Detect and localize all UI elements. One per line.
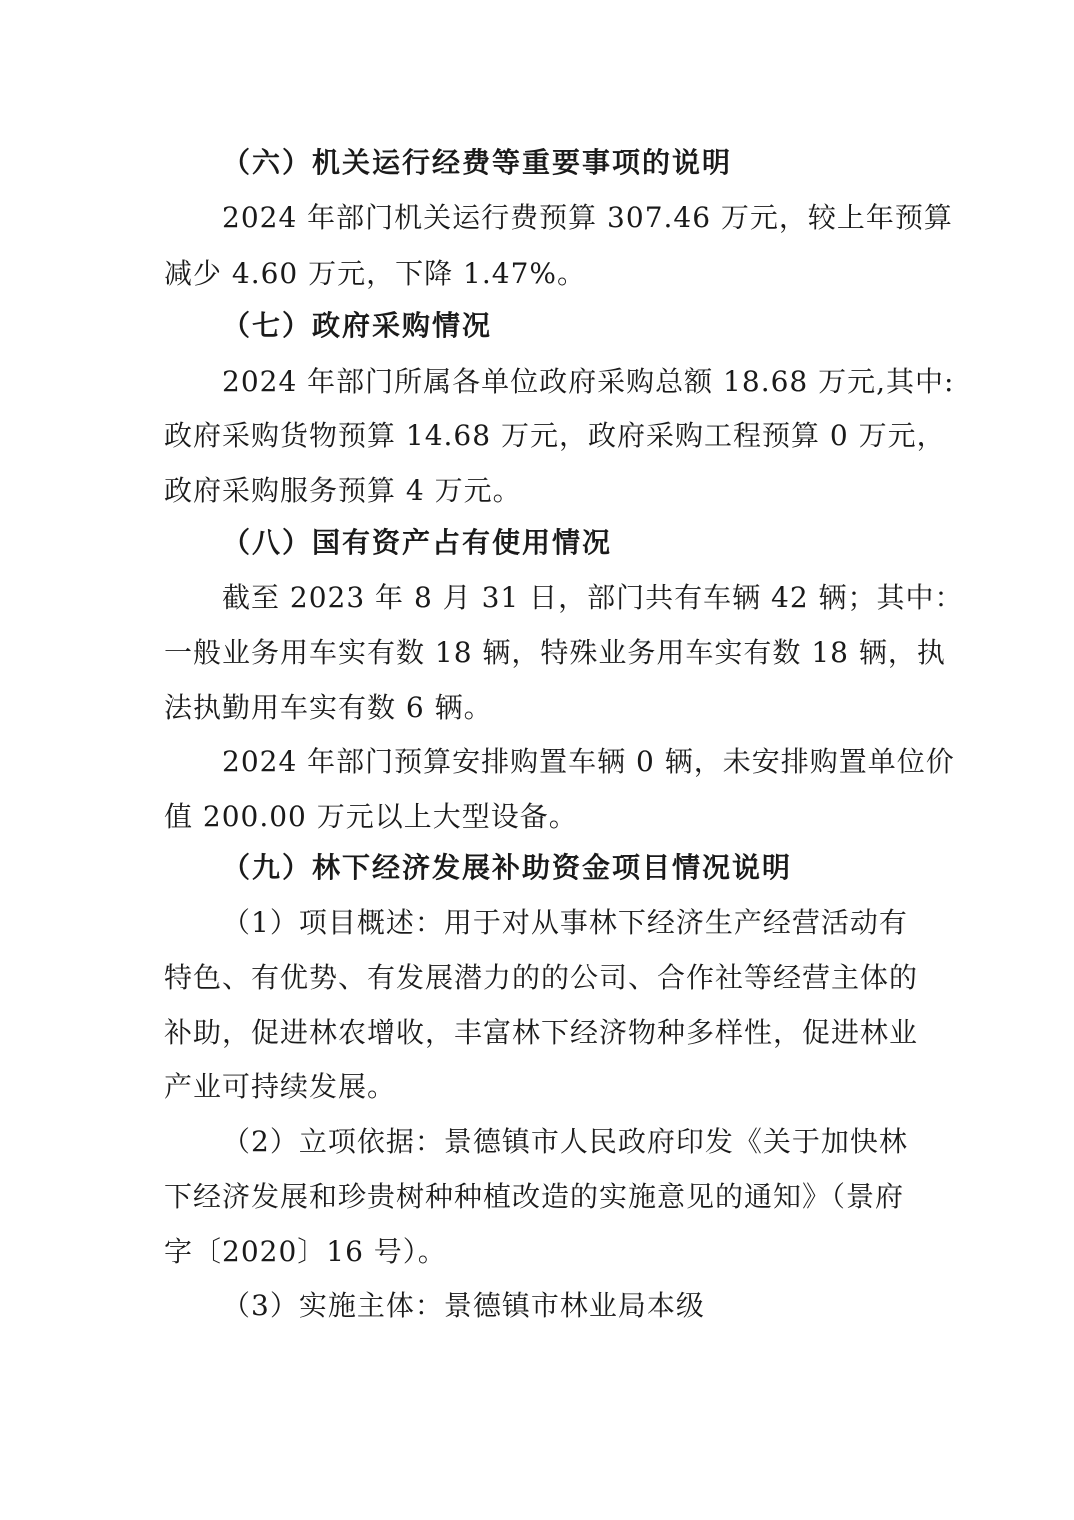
paragraph-line: 值 200.00 万元以上大型设备。	[164, 800, 578, 833]
paragraph-line: （3）实施主体：景德镇市林业局本级	[222, 1289, 705, 1322]
paragraph-line: （2）立项依据：景德镇市人民政府印发《关于加快林	[222, 1125, 908, 1158]
section-heading-9: （九）林下经济发展补助资金项目情况说明	[222, 851, 793, 884]
paragraph-line: （1）项目概述：用于对从事林下经济生产经营活动有	[222, 906, 908, 939]
paragraph-line: 一般业务用车实有数 18 辆，特殊业务用车实有数 18 辆，执	[164, 636, 946, 669]
paragraph-line: 截至 2023 年 8 月 31 日，部门共有车辆 42 辆；其中：	[222, 581, 964, 614]
paragraph-line: 政府采购货物预算 14.68 万元，政府采购工程预算 0 万元，	[164, 419, 946, 452]
paragraph-line: 2024 年部门机关运行费预算 307.46 万元，较上年预算	[222, 201, 953, 234]
paragraph-line: 字〔2020〕16 号）。	[164, 1235, 447, 1268]
paragraph-line: 政府采购服务预算 4 万元。	[164, 474, 522, 507]
paragraph-line: 2024 年部门预算安排购置车辆 0 辆，未安排购置单位价	[222, 745, 955, 778]
section-heading-7: （七）政府采购情况	[222, 309, 493, 342]
section-heading-8: （八）国有资产占有使用情况	[222, 526, 613, 559]
paragraph-line: 产业可持续发展。	[164, 1070, 397, 1103]
paragraph-line: 2024 年部门所属各单位政府采购总额 18.68 万元,其中:	[222, 365, 955, 398]
paragraph-line: 减少 4.60 万元，下降 1.47%。	[164, 257, 586, 290]
paragraph-line: 特色、有优势、有发展潜力的的公司、合作社等经营主体的	[164, 961, 919, 994]
paragraph-line: 补助，促进林农增收，丰富林下经济物种多样性，促进林业	[164, 1016, 919, 1049]
section-heading-6: （六）机关运行经费等重要事项的说明	[222, 146, 733, 179]
paragraph-line: 下经济发展和珍贵树种种植改造的实施意见的通知》（景府	[164, 1180, 905, 1213]
paragraph-line: 法执勤用车实有数 6 辆。	[164, 691, 493, 724]
